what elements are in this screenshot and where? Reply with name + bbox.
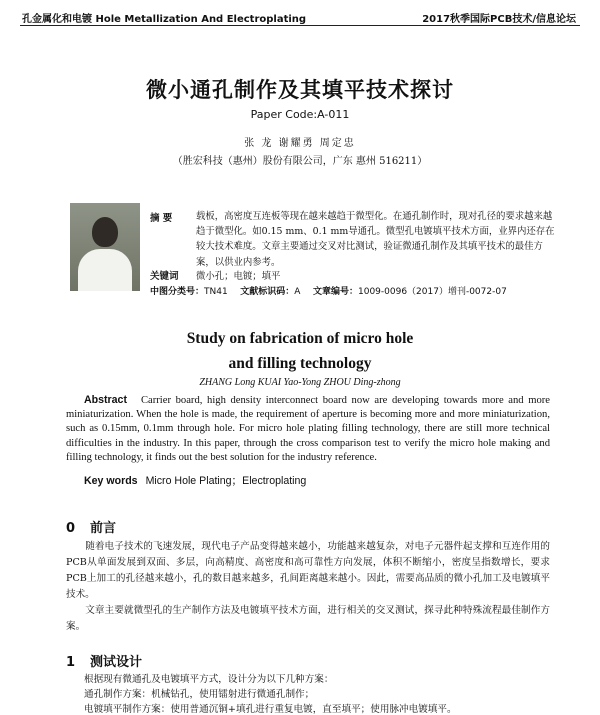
running-header-right: 2017秋季国际PCB技术/信息论坛 bbox=[422, 14, 576, 25]
section-heading-test-design bbox=[66, 651, 142, 670]
keywords-en-label: Key words bbox=[84, 475, 138, 487]
author-photo-head bbox=[92, 217, 118, 247]
abstract-zh-label: 摘 要 bbox=[150, 213, 173, 224]
author-list: 张 龙 谢耀勇 周定忠 bbox=[244, 138, 356, 149]
intro-paragraph-1: 随着电子技术的飞速发展，现代电子产品变得越来越小，功能越来越复杂，对电子元器件起支撑和互连作用的PCB从单面发展到双面、多层，向高精度、高密度和高可靠性方向发展，体积不断缩小，密度呈指数增长，要求PCB上加工的孔径越来越小，孔的数目越来越多，孔间距离越来越小。因此，需要高品质的微小孔加工及电镀填平技术。 bbox=[66, 541, 550, 600]
section-number: 1 bbox=[66, 655, 76, 670]
english-title-line1: Study on fabrication of micro hole bbox=[186, 330, 414, 347]
author-affiliation: （胜宏科技（惠州）股份有限公司，广东 惠州 516211） bbox=[172, 156, 428, 167]
article-no-value: 1009-0096（2017）增刊-0072-07 bbox=[358, 287, 507, 297]
section-number: 0 bbox=[66, 521, 76, 536]
section-heading-intro bbox=[66, 517, 116, 536]
running-header-left: 孔金属化和电镀 Hole Metallization And Electroplating bbox=[22, 14, 307, 25]
doc-code-value: A bbox=[294, 287, 301, 297]
test-design-line-2: 通孔制作方案：机械钻孔，使用镭射进行微通孔制作； bbox=[84, 689, 315, 700]
section-title: 前言 bbox=[90, 521, 117, 536]
keywords-zh-label: 关键词 bbox=[150, 271, 179, 282]
abstract-zh-text: 载板，高密度互连板等现在越来越趋于微型化。在通孔制作时，现对孔径的要求越来越趋于微型化。如0.15 mm、0.1 mm导通孔。微型孔电镀填平技术方面，业界内还存在较大技术难度。文章主要通过交叉对比测试，验证微通孔制作及其填平技术的最佳方案，以供业内参考。 bbox=[196, 211, 555, 268]
test-design-line-1: 根据现有微通孔及电镀填平方式，设计分为以下几种方案： bbox=[84, 674, 334, 685]
doc-code-label: 文献标识码： bbox=[240, 287, 295, 297]
abstract-en-label: Abstract bbox=[84, 394, 127, 406]
abstract-en bbox=[66, 393, 550, 465]
keywords-zh-text: 微小孔；电镀；填平 bbox=[196, 271, 281, 282]
article-no-label: 文章编号： bbox=[312, 287, 358, 297]
abstract-en-text: Carrier board, high density interconnect board now are developing towards more and more miniaturization. When the hole is made, the requirement of aperture is becoming more and more miniaturization, such as 0.15mm, 0.1mm through hole. For micro hole plating filling technology, there are still more technical difficulties in the industry. In this paper, through the cross comparison test to verify the micro hole making and filling technology, it finds out the best solution for the industry reference. bbox=[66, 395, 550, 463]
keywords-en-text: Micro Hole Plating；Electroplating bbox=[145, 475, 307, 487]
author-photo bbox=[70, 203, 140, 291]
author-photo-body bbox=[78, 249, 132, 291]
english-title-line2: and filling technology bbox=[228, 355, 372, 372]
classification-line bbox=[150, 284, 507, 297]
paper-code: Paper Code:A-011 bbox=[250, 108, 350, 121]
clc-label: 中图分类号： bbox=[150, 287, 205, 297]
keywords-en bbox=[84, 473, 306, 488]
english-authors: ZHANG Long KUAI Yao-Yong ZHOU Ding-zhong bbox=[199, 377, 401, 388]
paper-title: 微小通孔制作及其填平技术探讨 bbox=[146, 78, 454, 102]
intro-body bbox=[66, 539, 550, 635]
header-rule bbox=[20, 25, 580, 26]
intro-paragraph-2: 文章主要就微型孔的生产制作方法及电镀填平技术方面，进行相关的交叉测试，探寻此种特殊流程最佳制作方案。 bbox=[66, 605, 550, 632]
section-title: 测试设计 bbox=[90, 655, 143, 670]
clc-value: TN41 bbox=[204, 287, 228, 297]
test-design-line-3: 电镀填平制作方案：使用普通沉铜+填孔进行重复电镀，直至填平；使用脉冲电镀填平。 bbox=[84, 704, 457, 715]
